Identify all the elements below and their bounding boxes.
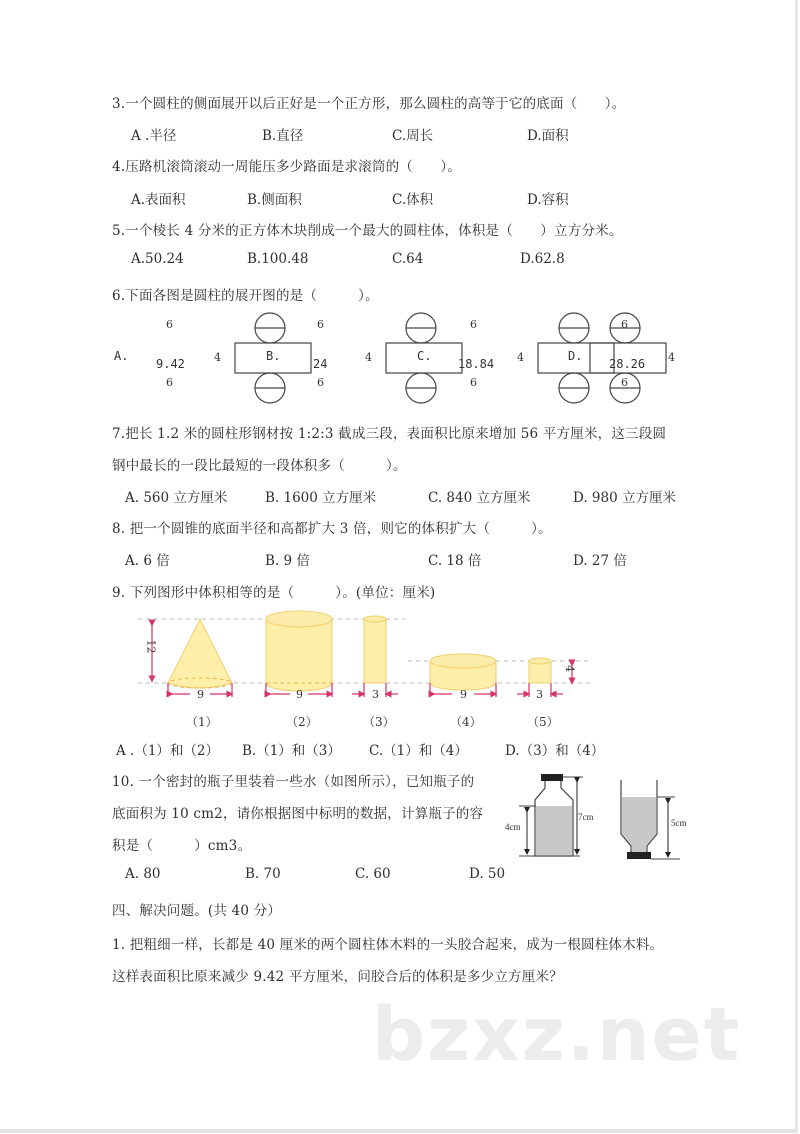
question-7-text-line2: 钢中最长的一段比最短的一段体积多（ ）。: [112, 458, 407, 474]
figure-a-rect-value: 9.42: [156, 357, 185, 371]
question-5-option-c: C.64: [392, 251, 424, 267]
shape-4-diameter: 9: [460, 688, 467, 701]
question-3-option-a: A .半径: [131, 128, 177, 144]
figure-a-side: 4: [214, 351, 221, 364]
question-9-text: 9. 下列图形中体积相等的是（ ）。(单位：厘米): [112, 585, 436, 601]
question-7-option-d: D. 980 立方厘米: [573, 490, 676, 506]
question-10-option-d: D. 50: [469, 866, 506, 882]
figure-b-side: 4: [365, 351, 372, 364]
figure-d-top-circle: 6: [621, 318, 628, 331]
figure-c-side: 4: [517, 351, 524, 364]
figure-a-bottom-circle: 6: [166, 376, 173, 389]
question-3-text: 3.一个圆柱的侧面展开以后正好是一个正方形，那么圆柱的高等于它的底面（ ）。: [112, 96, 626, 112]
shape-4-caption: （4）: [450, 715, 482, 729]
question-7-option-a: A. 560 立方厘米: [125, 490, 228, 506]
figure-d-rect-value: 28.26: [609, 357, 646, 371]
shape-5-diameter: 3: [536, 688, 543, 701]
figure-d-bottom-circle: 6: [621, 376, 628, 389]
question-9-option-b: B.（1）和（3）: [242, 743, 341, 759]
figure-b-bottom-circle: 6: [317, 376, 324, 389]
question-7-option-c: C. 840 立方厘米: [428, 490, 531, 506]
question-3-option-b: B.直径: [262, 128, 304, 144]
figure-c-top-circle: 6: [470, 318, 477, 331]
figure-a-label: A.: [114, 349, 129, 363]
question-9-option-a: A .（1）和（2）: [116, 743, 220, 759]
height-4-label: 4: [563, 665, 576, 672]
shape-2-diameter: 9: [296, 688, 303, 701]
question-4-option-b: B.侧面积: [247, 192, 302, 208]
shape-3-caption: （3）: [363, 715, 395, 729]
inverted-water-height-label: 5cm: [671, 818, 687, 828]
bottle-height-label: 7cm: [578, 812, 594, 822]
figure-b-label: B.: [266, 349, 281, 363]
shape-1-diameter: 9: [197, 688, 204, 701]
question-8-option-c: C. 18 倍: [428, 553, 482, 569]
question-5-option-a: A.50.24: [131, 251, 184, 267]
section-4-heading: 四、解决问题。(共 40 分）: [112, 903, 282, 919]
figure-c-rect-value: 18.84: [458, 357, 495, 371]
question-6-text: 6.下面各图是圆柱的展开图的是（ ）。: [112, 288, 379, 304]
shape-5-caption: （5）: [527, 715, 559, 729]
question-5-option-b: B.100.48: [247, 251, 309, 267]
question-10-option-a: A. 80: [125, 866, 161, 882]
shape-2-caption: （2）: [286, 715, 318, 729]
figure-d-label: D.: [568, 349, 583, 363]
question-4-option-a: A.表面积: [131, 192, 186, 208]
figure-a-top-circle: 6: [166, 318, 173, 331]
question-10-option-b: B. 70: [245, 866, 281, 882]
question-7-option-b: B. 1600 立方厘米: [265, 490, 377, 506]
watermark: bzxz.net: [372, 992, 742, 1078]
question-9-option-d: D.（3）和（4）: [505, 743, 605, 759]
height-12-label: 12: [144, 639, 158, 654]
question-4-option-c: C.体积: [392, 192, 434, 208]
question-3-option-d: D.面积: [527, 128, 569, 144]
question-4-option-d: D.容积: [527, 192, 569, 208]
question-10-text-line1: 10. 一个密封的瓶子里装着一些水（如图所示），已知瓶子的: [112, 774, 475, 790]
question-8-option-a: A. 6 倍: [125, 553, 170, 569]
question-5-text: 5.一个棱长 4 分米的正方体木块削成一个最大的圆柱体，体积是（ ）立方分米。: [112, 223, 623, 239]
problem-1-line1: 1. 把粗细一样，长都是 40 厘米的两个圆柱体木料的一头胶合起来，成为一根圆柱体木料。: [112, 937, 664, 953]
question-3-option-c: C.周长: [392, 128, 434, 144]
figure-c-bottom-circle: 6: [470, 376, 477, 389]
figure-d-side: 4: [668, 351, 675, 364]
question-4-text: 4.压路机滚筒滚动一周能压多少路面是求滚筒的（ ）。: [112, 159, 462, 175]
question-8-text: 8. 把一个圆锥的底面半径和高都扩大 3 倍，则它的体积扩大（ ）。: [112, 521, 552, 537]
question-5-option-d: D.62.8: [520, 251, 565, 267]
question-10-text-line3: 积是（ ）cm3。: [112, 838, 252, 854]
water-height-label: 4cm: [505, 822, 521, 832]
figure-b-top-circle: 6: [317, 318, 324, 331]
question-9-option-c: C.（1）和（4）: [369, 743, 468, 759]
problem-1-line2: 这样表面积比原来减少 9.42 平方厘米，问胶合后的体积是多少立方厘米？: [112, 969, 563, 985]
question-8-option-b: B. 9 倍: [265, 553, 310, 569]
question-8-option-d: D. 27 倍: [573, 553, 627, 569]
figure-b-rect-value: 24: [313, 357, 328, 371]
question-10-text-line2: 底面积为 10 cm2，请你根据图中标明的数据，计算瓶子的容: [112, 806, 484, 822]
shape-3-diameter: 3: [372, 688, 379, 701]
question-10-option-c: C. 60: [355, 866, 391, 882]
figure-c-label: C.: [417, 349, 432, 363]
question-7-text-line1: 7.把长 1.2 米的圆柱形钢材按 1:2:3 截成三段，表面积比原来增加 56 平方厘米，这三段圆: [112, 426, 667, 442]
shape-1-caption: （1）: [186, 715, 218, 729]
